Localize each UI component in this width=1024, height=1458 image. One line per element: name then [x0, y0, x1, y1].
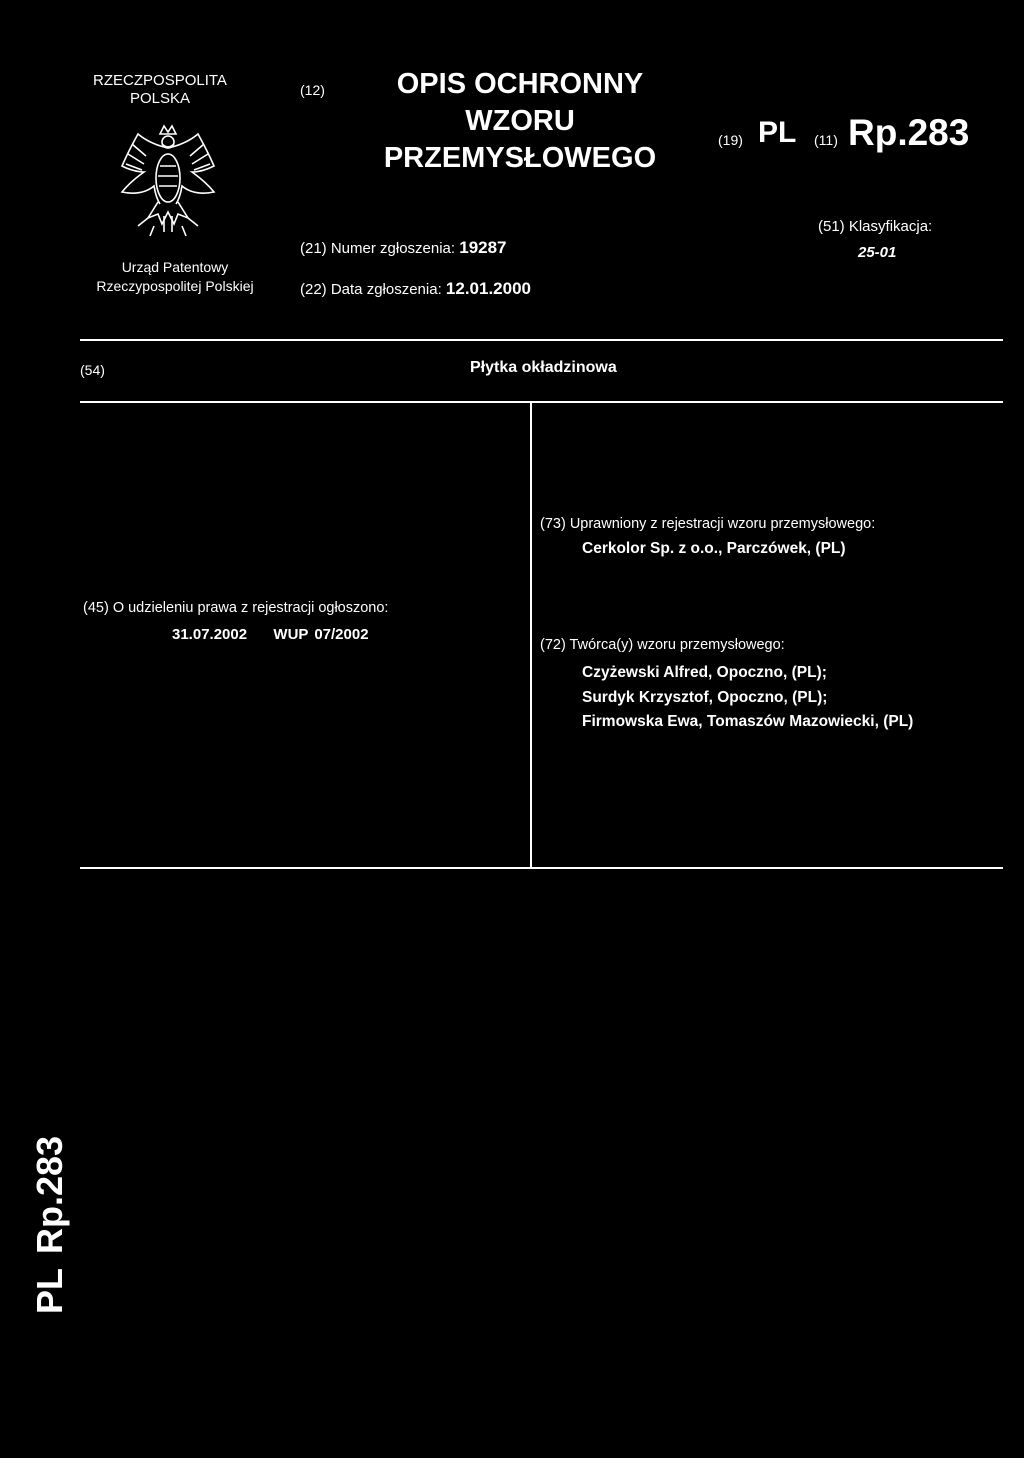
grant-label: (45) O udzieleniu prawa z rejestracji ogłoszono:: [83, 600, 389, 616]
classification-label: (51) Klasyfikacja:: [818, 218, 933, 235]
grant-date: 31.07.2002: [172, 626, 248, 643]
publication-number: Rp.283: [848, 112, 970, 153]
application-number-row: [300, 238, 507, 258]
title-line-1: OPIS OCHRONNY: [396, 68, 644, 100]
office-line-1: Urząd Patentowy: [121, 259, 229, 275]
application-number-label: (21) Numer zgłoszenia:: [300, 240, 456, 257]
code-54: (54): [80, 362, 105, 378]
eagle-emblem-icon: [108, 122, 228, 242]
creator-item: Firmowska Ewa, Tomaszów Mazowiecki, (PL): [582, 713, 914, 730]
title-divider: [80, 401, 1003, 403]
creators-list: [582, 661, 913, 735]
holder-value: Cerkolor Sp. z o.o., Parczówek, (PL): [582, 540, 846, 557]
office-line-2: Rzeczypospolitej Polskiej: [96, 278, 254, 294]
code-11: (11): [814, 132, 838, 148]
code-19: (19): [718, 132, 743, 148]
holder-label: (73) Uprawniony z rejestracji wzoru przemysłowego:: [540, 516, 876, 532]
side-label: [29, 1136, 71, 1314]
top-divider: [80, 339, 1003, 341]
application-date-label: (22) Data zgłoszenia:: [300, 281, 442, 298]
patent-office-name: [60, 258, 290, 296]
creators-label: (72) Twórca(y) wzoru przemysłowego:: [540, 637, 785, 653]
code-12: (12): [300, 82, 325, 98]
classification-value: 25-01: [858, 244, 897, 261]
column-divider: [530, 401, 532, 869]
grant-value: [172, 626, 369, 643]
bottom-divider: [80, 867, 1003, 869]
side-number: Rp.283: [29, 1135, 70, 1255]
country-name: [60, 72, 260, 108]
document-title: [360, 66, 680, 177]
application-date-row: [300, 279, 531, 299]
title-line-2: WZORU: [465, 105, 575, 137]
creator-item: Czyżewski Alfred, Opoczno, (PL);: [582, 664, 827, 681]
design-title: Płytka okładzinowa: [470, 359, 617, 376]
creator-item: Surdyk Krzysztof, Opoczno, (PL);: [582, 688, 828, 706]
country-line-2: POLSKA: [129, 90, 191, 107]
title-line-3: PRZEMYSŁOWEGO: [383, 142, 657, 174]
application-number: 19287: [459, 238, 507, 257]
grant-bulletin: WUP 07/2002: [273, 626, 369, 643]
country-line-1: RZECZPOSPOLITA: [93, 72, 227, 89]
application-date: 12.01.2000: [445, 279, 532, 298]
side-country: PL: [29, 1268, 70, 1315]
country-code: PL: [758, 116, 797, 149]
